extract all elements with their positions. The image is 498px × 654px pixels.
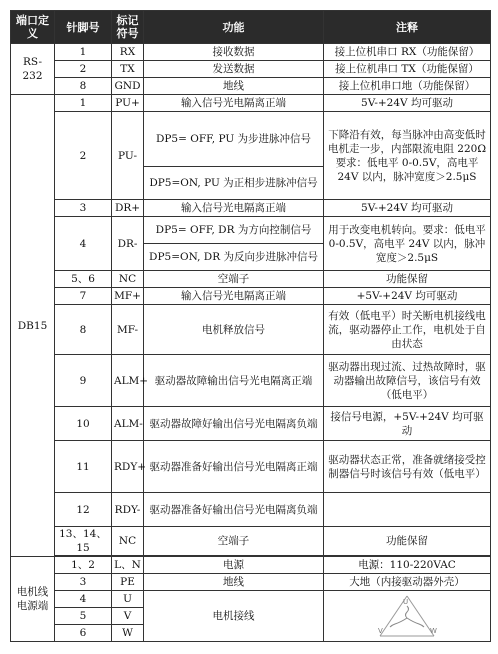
note-cell: 5V-+24V 均可驱动: [324, 95, 491, 112]
symbol-cell: MF+: [112, 288, 144, 305]
function-cell: DP5=ON, PU 为正相步进脉冲信号: [144, 167, 324, 200]
table-row: [11, 44, 491, 61]
pin-cell: 12: [55, 493, 112, 527]
note-cell: 接上位机串口 TX（功能保留）: [324, 61, 491, 78]
note-cell: 下降沿有效，每当脉冲由高变低时电机走一步，内部限流电阻 220Ω 要求：低电平 0-0.5V，高电平 24V 以内，脉冲宽度＞2.5μS: [324, 112, 491, 200]
pin-cell: 8: [55, 305, 112, 355]
table-row: [11, 61, 491, 78]
pin-cell: 6: [55, 625, 112, 642]
header-pin: 针脚号: [55, 11, 112, 44]
note-cell: 电源：110-220VAC: [324, 557, 491, 574]
table-row: [11, 112, 491, 167]
note-cell: 接上位机串口地（功能保留）: [324, 78, 491, 95]
table-row: [11, 95, 491, 112]
function-cell: 驱动器故障好输出信号光电隔离负端: [144, 407, 324, 441]
symbol-cell: NC: [112, 527, 144, 556]
pin-cell: 10: [55, 407, 112, 441]
function-cell: 接收数据: [144, 44, 324, 61]
symbol-cell: RDY+: [112, 441, 144, 493]
motor-label-w: W: [430, 627, 437, 635]
symbol-cell: V: [112, 608, 144, 625]
header-port: 端口定义: [11, 11, 55, 44]
symbol-cell: U: [112, 591, 144, 608]
note-cell: +5V-+24V 均可驱动: [324, 288, 491, 305]
symbol-cell: MF-: [112, 305, 144, 355]
function-cell: 驱动器准备好输出信号光电隔离负端: [144, 493, 324, 527]
table-row: [11, 591, 491, 608]
note-cell: 功能保留: [324, 527, 491, 556]
table-row: [11, 527, 491, 556]
pin-cell: 3: [55, 200, 112, 217]
function-cell: 电机接线: [144, 591, 324, 642]
motor-label-v: V: [378, 627, 383, 635]
pin-cell: 5、6: [55, 271, 112, 288]
pin-cell: 2: [55, 61, 112, 78]
note-cell: 接上位机串口 RX（功能保留）: [324, 44, 491, 61]
note-cell: [324, 493, 491, 527]
pin-cell: 2: [55, 112, 112, 200]
note-cell: 接信号电源，+5V-+24V 均可驱动: [324, 407, 491, 441]
pin-cell: 5: [55, 608, 112, 625]
note-cell: 有效（低电平）时关断电机接线电流，驱动器停止工作，电机处于自由状态: [324, 305, 491, 355]
function-cell: 空端子: [144, 527, 324, 556]
pin-cell: 8: [55, 78, 112, 95]
motor-winding-icon: [372, 592, 442, 640]
table-row: [11, 78, 491, 95]
function-cell: 输入信号光电隔离正端: [144, 95, 324, 112]
pin-cell: 3: [55, 574, 112, 591]
function-cell: 输入信号光电隔离正端: [144, 200, 324, 217]
table-row: [11, 407, 491, 441]
symbol-cell: DR-: [112, 217, 144, 271]
pin-cell: 1、2: [55, 557, 112, 574]
function-cell: 发送数据: [144, 61, 324, 78]
symbol-cell: ALM+: [112, 355, 144, 407]
header-function: 功能: [144, 11, 324, 44]
note-cell: 功能保留: [324, 271, 491, 288]
symbol-cell: GND: [112, 78, 144, 95]
symbol-cell: PU-: [112, 112, 144, 200]
symbol-cell: TX: [112, 61, 144, 78]
group-power: 电机线电源端: [11, 557, 55, 642]
table-row: [11, 305, 491, 355]
note-cell: 用于改变电机转向。要求：低电平 0-0.5V，高电平 24V 以内，脉冲宽度＞2.5μS: [324, 217, 491, 271]
pin-cell: 1: [55, 95, 112, 112]
pin-cell: 13、14、15: [55, 527, 112, 556]
function-cell: 地线: [144, 78, 324, 95]
function-cell: 驱动器故障输出信号光电隔离正端: [144, 355, 324, 407]
motor-label-u: U: [403, 598, 409, 606]
header-note: 注释: [324, 11, 491, 44]
table-header-row: [11, 11, 491, 44]
note-cell: 驱动器出现过流、过热故障时，驱动器输出故障信号，该信号有效（低电平）: [324, 355, 491, 407]
function-cell: 电源: [144, 557, 324, 574]
pin-definition-table: [10, 10, 491, 642]
table-row: [11, 441, 491, 493]
group-rs232: RS-232: [11, 44, 55, 95]
group-db15: DB15: [11, 95, 55, 557]
note-cell: 大地（内接驱动器外壳）: [324, 574, 491, 591]
symbol-cell: DR+: [112, 200, 144, 217]
table-row: [11, 574, 491, 591]
symbol-cell: PU+: [112, 95, 144, 112]
pin-cell: 1: [55, 44, 112, 61]
header-symbol: 标记符号: [112, 11, 144, 44]
note-cell: 驱动器状态正常，准备就绪接受控制器信号时该信号有效（低电平）: [324, 441, 491, 493]
note-cell: 5V-+24V 均可驱动: [324, 200, 491, 217]
table-row: [11, 271, 491, 288]
table-row: [11, 557, 491, 574]
symbol-cell: ALM-: [112, 407, 144, 441]
symbol-cell: RX: [112, 44, 144, 61]
function-cell: DP5= OFF, DR 为方向控制信号: [144, 217, 324, 244]
symbol-cell: NC: [112, 271, 144, 288]
symbol-cell: PE: [112, 574, 144, 591]
function-cell: 电机释放信号: [144, 305, 324, 355]
pin-cell: 4: [55, 217, 112, 271]
pin-cell: 9: [55, 355, 112, 407]
pin-cell: 11: [55, 441, 112, 493]
symbol-cell: W: [112, 625, 144, 642]
symbol-cell: RDY-: [112, 493, 144, 527]
function-cell: 驱动器准备好输出信号光电隔离正端: [144, 441, 324, 493]
table-row: [11, 217, 491, 244]
function-cell: DP5=ON, DR 为反向步进脉冲信号: [144, 244, 324, 271]
function-cell: DP5= OFF, PU 为步进脉冲信号: [144, 112, 324, 167]
table-row: [11, 200, 491, 217]
pin-cell: 4: [55, 591, 112, 608]
pin-cell: 7: [55, 288, 112, 305]
function-cell: 输入信号光电隔离正端: [144, 288, 324, 305]
symbol-cell: L、N: [112, 557, 144, 574]
table-row: [11, 288, 491, 305]
table-row: [11, 355, 491, 407]
motor-diagram-cell: [324, 591, 491, 642]
function-cell: 地线: [144, 574, 324, 591]
function-cell: 空端子: [144, 271, 324, 288]
table-row: [11, 493, 491, 527]
